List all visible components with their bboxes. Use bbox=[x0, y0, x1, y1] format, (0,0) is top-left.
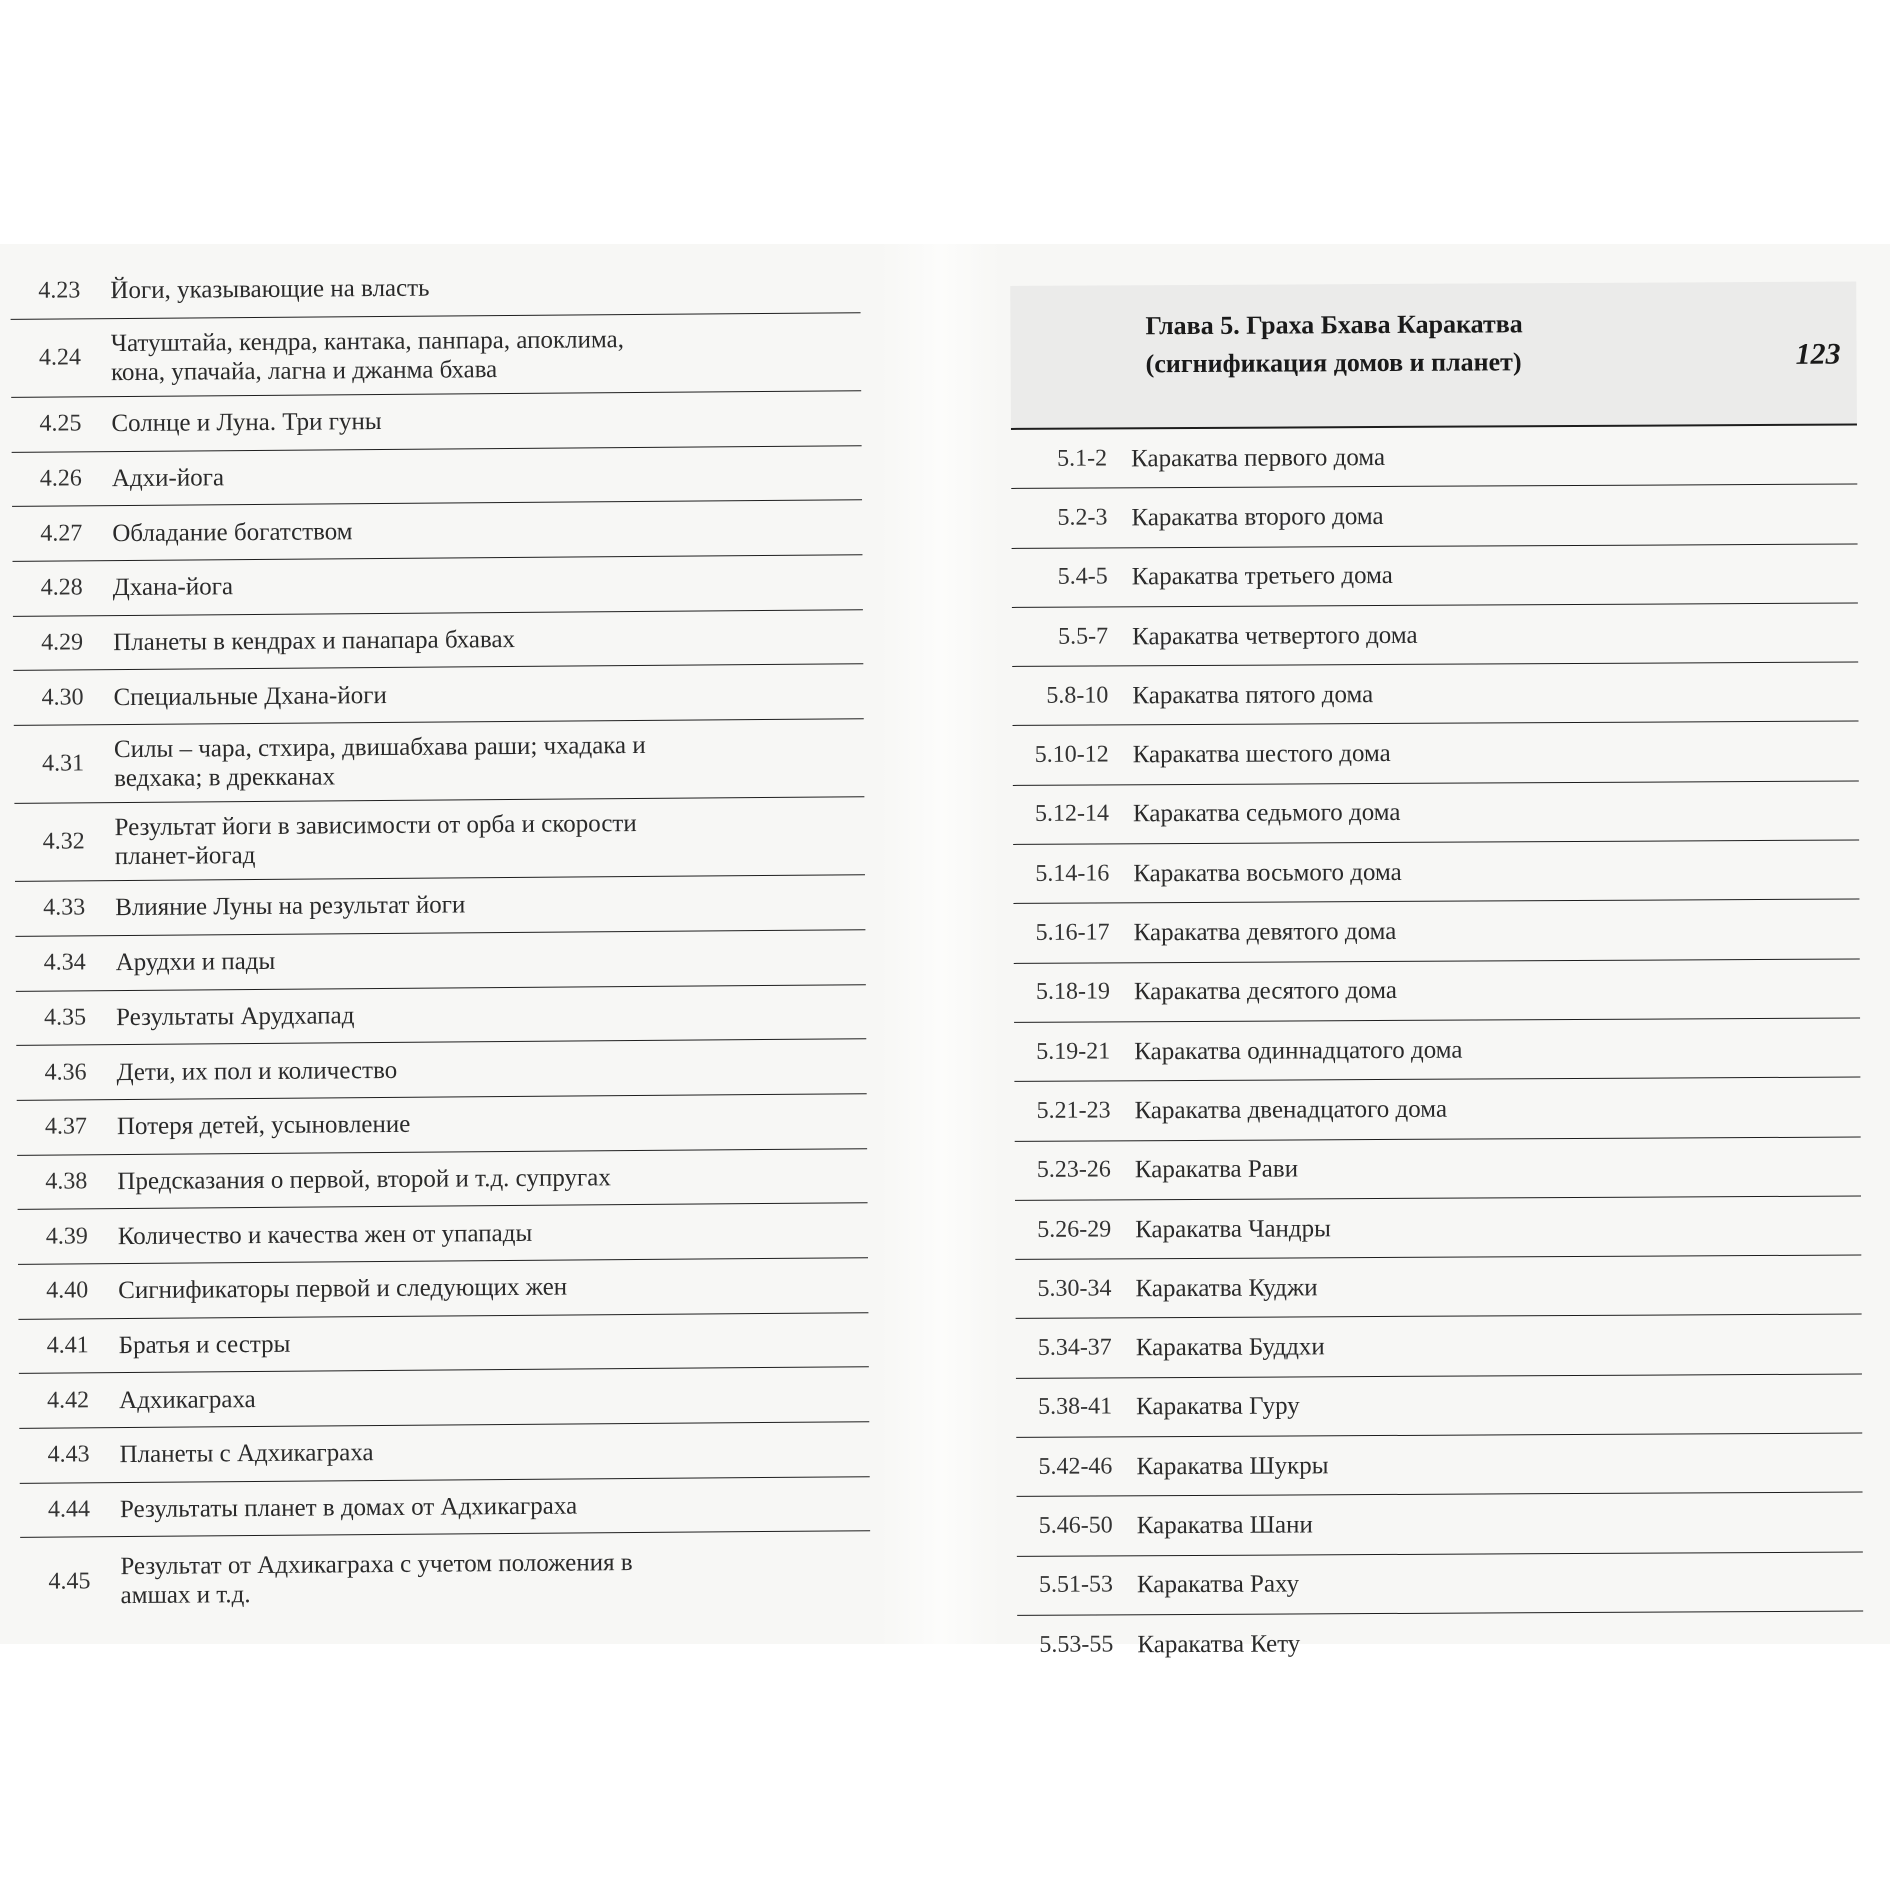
entry-title: Йоги, указывающие на власть bbox=[110, 274, 430, 305]
entry-number: 4.42 bbox=[46, 1386, 90, 1414]
toc-entry bbox=[1013, 900, 1859, 964]
entry-number: 4.39 bbox=[45, 1222, 88, 1250]
entry-title: Солнце и Луна. Три гуны bbox=[111, 408, 382, 438]
toc-entry bbox=[17, 1094, 867, 1155]
entry-number: 5.23-26 bbox=[1036, 1156, 1111, 1184]
entry-title: Каракатва второго дома bbox=[1131, 502, 1384, 532]
entry-number: 5.2-3 bbox=[1057, 504, 1108, 531]
entry-title: Дети, их пол и количество bbox=[116, 1056, 398, 1086]
toc-entry bbox=[1013, 781, 1859, 845]
entry-number: 4.41 bbox=[46, 1332, 89, 1359]
toc-entry bbox=[11, 313, 862, 398]
book-gutter bbox=[880, 244, 1000, 1644]
entry-number: 4.24 bbox=[38, 344, 81, 371]
entry-number: 4.31 bbox=[41, 750, 85, 777]
entry-number: 5.4-5 bbox=[1057, 563, 1108, 590]
entry-number: 4.40 bbox=[46, 1277, 89, 1304]
toc-entry bbox=[19, 1422, 869, 1483]
toc-entry bbox=[18, 1313, 868, 1374]
entry-title: Результаты планет в домах от Адхикаграха bbox=[119, 1492, 578, 1524]
entry-title: Адхи-йога bbox=[111, 464, 225, 493]
toc-entry bbox=[16, 985, 866, 1046]
entry-number: 4.23 bbox=[38, 277, 81, 304]
toc-entry bbox=[14, 719, 865, 804]
toc-entry bbox=[19, 1368, 869, 1429]
toc-entry bbox=[20, 1532, 871, 1627]
entry-title: Каракатва седьмого дома bbox=[1132, 799, 1401, 828]
entry-title: Влияние Луны на результат йоги bbox=[115, 891, 466, 922]
toc-entry bbox=[1012, 544, 1858, 608]
toc-entry bbox=[1013, 841, 1859, 905]
entry-title: Каракатва Чандры bbox=[1135, 1214, 1331, 1243]
entry-number: 5.10-12 bbox=[1034, 741, 1109, 768]
toc-entry bbox=[1016, 1374, 1862, 1438]
entry-title: Каракатва первого дома bbox=[1131, 443, 1386, 472]
entry-title: Потеря детей, усыновление bbox=[116, 1111, 411, 1141]
toc-entry bbox=[1012, 663, 1858, 727]
entry-number: 4.44 bbox=[47, 1496, 91, 1523]
toc-entry bbox=[14, 797, 865, 882]
entry-title: Каракатва десятого дома bbox=[1133, 977, 1398, 1006]
entry-number: 4.33 bbox=[43, 894, 86, 922]
entry-title: Специальные Дхана-йоги bbox=[113, 681, 387, 711]
entry-title: Каракатва девятого дома bbox=[1133, 917, 1397, 947]
entry-number: 4.25 bbox=[39, 410, 82, 438]
entry-title: Результат йоги в зависимости от орба и скорости планет-йогад bbox=[114, 809, 637, 870]
entry-number: 5.46-50 bbox=[1038, 1512, 1113, 1539]
toc-entry bbox=[11, 391, 861, 452]
entry-title: Результаты Арудхапад bbox=[115, 1002, 355, 1031]
entry-number: 5.26-29 bbox=[1037, 1215, 1112, 1243]
entry-number: 5.16-17 bbox=[1035, 919, 1110, 946]
entry-title: Каракатва Шукры bbox=[1136, 1451, 1329, 1480]
entry-title: Количество и качества жен от упапады bbox=[117, 1219, 533, 1250]
chapter-header bbox=[1010, 282, 1857, 430]
toc-entry bbox=[1015, 1256, 1861, 1320]
entry-number: 4.30 bbox=[41, 684, 84, 711]
entry-number: 5.12-14 bbox=[1034, 800, 1110, 828]
entry-title: Планеты с Адхикаграха bbox=[119, 1439, 374, 1469]
toc-entry bbox=[1017, 1552, 1863, 1616]
entry-title: Каракатва шестого дома bbox=[1132, 740, 1391, 769]
toc-entry bbox=[20, 1477, 870, 1538]
entry-number: 5.8-10 bbox=[1046, 682, 1109, 709]
toc-entry bbox=[1014, 1018, 1860, 1082]
entry-number: 5.19-21 bbox=[1036, 1038, 1111, 1065]
toc-entry bbox=[18, 1258, 868, 1319]
toc-entry bbox=[1015, 1137, 1861, 1201]
entry-number: 4.45 bbox=[48, 1568, 91, 1595]
entry-number: 5.14-16 bbox=[1035, 860, 1110, 887]
entry-number: 5.38-41 bbox=[1038, 1393, 1113, 1421]
entry-number: 5.21-23 bbox=[1036, 1097, 1111, 1124]
entry-number: 5.30-34 bbox=[1037, 1275, 1112, 1302]
entry-title: Каракатва восьмого дома bbox=[1133, 858, 1402, 888]
entry-number: 5.42-46 bbox=[1038, 1453, 1113, 1480]
entry-title: Силы – чара, стхира, двишабхава раши; чхадака и ведхака; в дрекканах bbox=[113, 731, 646, 792]
entry-title: Дхана-йога bbox=[112, 573, 234, 602]
entry-title: Каракатва пятого дома bbox=[1132, 680, 1374, 710]
toc-entry bbox=[1016, 1315, 1862, 1379]
toc-entry bbox=[1016, 1434, 1862, 1498]
entry-number: 4.26 bbox=[39, 465, 82, 492]
entry-number: 4.29 bbox=[41, 629, 84, 656]
entry-title: Каракатва Раху bbox=[1136, 1570, 1300, 1599]
toc-entry bbox=[1017, 1493, 1863, 1557]
entry-title: Сигнификаторы первой и следующих жен bbox=[118, 1273, 568, 1305]
entry-title: Чатуштайа, кендра, кантака, панпара, апоклима, кона, упачайа, лагна и джанма бхава bbox=[110, 325, 625, 386]
entry-title: Братья и сестры bbox=[118, 1330, 291, 1360]
entry-title: Обладание богатством bbox=[112, 517, 353, 547]
entry-number: 4.34 bbox=[43, 949, 86, 976]
toc-entry bbox=[12, 555, 862, 616]
entry-title: Планеты в кендрах и панапара бхавах bbox=[113, 626, 516, 657]
entry-number: 5.51-53 bbox=[1038, 1571, 1114, 1599]
entry-number: 4.43 bbox=[47, 1441, 90, 1469]
entry-number: 5.5-7 bbox=[1057, 622, 1109, 650]
entry-title: Каракатва третьего дома bbox=[1131, 562, 1393, 591]
entry-number: 4.37 bbox=[44, 1113, 88, 1140]
entry-number: 4.35 bbox=[43, 1004, 87, 1031]
toc-entry bbox=[12, 501, 862, 562]
entry-number: 4.28 bbox=[40, 574, 83, 602]
chapter-title: Глава 5. Граха Бхава Каракатва (сигнификация домов и планет) bbox=[1145, 309, 1523, 379]
entry-number: 4.38 bbox=[45, 1168, 88, 1195]
right-page bbox=[1000, 239, 1867, 1675]
entry-number: 4.32 bbox=[42, 828, 85, 855]
entry-number: 5.1-2 bbox=[1057, 445, 1108, 472]
entry-number: 4.36 bbox=[44, 1058, 87, 1086]
entry-title: Каракатва двенадцатого дома bbox=[1134, 1095, 1448, 1125]
toc-entry bbox=[15, 930, 865, 991]
toc-entry bbox=[16, 1039, 866, 1100]
toc-entry bbox=[13, 610, 863, 671]
toc-entry bbox=[10, 257, 860, 320]
entry-title: Каракатва Кету bbox=[1137, 1630, 1301, 1659]
toc-entry bbox=[1015, 1196, 1861, 1260]
toc-entry bbox=[1012, 603, 1858, 667]
toc-entry bbox=[18, 1203, 868, 1264]
entry-title: Каракатва Гуру bbox=[1136, 1392, 1300, 1421]
toc-entry bbox=[1013, 722, 1859, 786]
toc-entry bbox=[1014, 1078, 1860, 1142]
toc-entry bbox=[17, 1149, 867, 1210]
book-spread bbox=[0, 244, 1890, 1659]
toc-entry bbox=[12, 446, 862, 507]
entry-number: 5.18-19 bbox=[1035, 978, 1110, 1006]
toc-entry bbox=[1017, 1611, 1863, 1675]
toc-entry bbox=[13, 665, 863, 726]
entry-number: 4.27 bbox=[40, 520, 83, 547]
entry-number: 5.53-55 bbox=[1039, 1631, 1114, 1658]
entry-title: Каракатва Рави bbox=[1134, 1155, 1299, 1184]
left-page bbox=[0, 237, 871, 1626]
entry-title: Каракатва Шани bbox=[1136, 1511, 1313, 1540]
entry-title: Предсказания о первой, второй и т.д. супругах bbox=[117, 1164, 611, 1196]
entry-title: Арудхи и пады bbox=[115, 948, 276, 977]
page-number: 123 bbox=[1795, 337, 1841, 371]
entry-title: Каракатва четвертого дома bbox=[1131, 621, 1418, 650]
toc-entry bbox=[1011, 485, 1857, 549]
entry-title: Результат от Адхикаграха с учетом положения в амшах и т.д. bbox=[120, 1549, 633, 1610]
entry-title: Каракатва Куджи bbox=[1135, 1274, 1318, 1303]
entry-title: Каракатва одиннадцатого дома bbox=[1134, 1036, 1463, 1065]
toc-entry bbox=[1011, 426, 1857, 490]
entry-number: 5.34-37 bbox=[1037, 1334, 1112, 1361]
toc-entry bbox=[15, 875, 865, 936]
toc-entry bbox=[1014, 959, 1860, 1023]
entry-title: Адхикаграха bbox=[118, 1385, 256, 1414]
entry-title: Каракатва Буддхи bbox=[1135, 1333, 1325, 1362]
